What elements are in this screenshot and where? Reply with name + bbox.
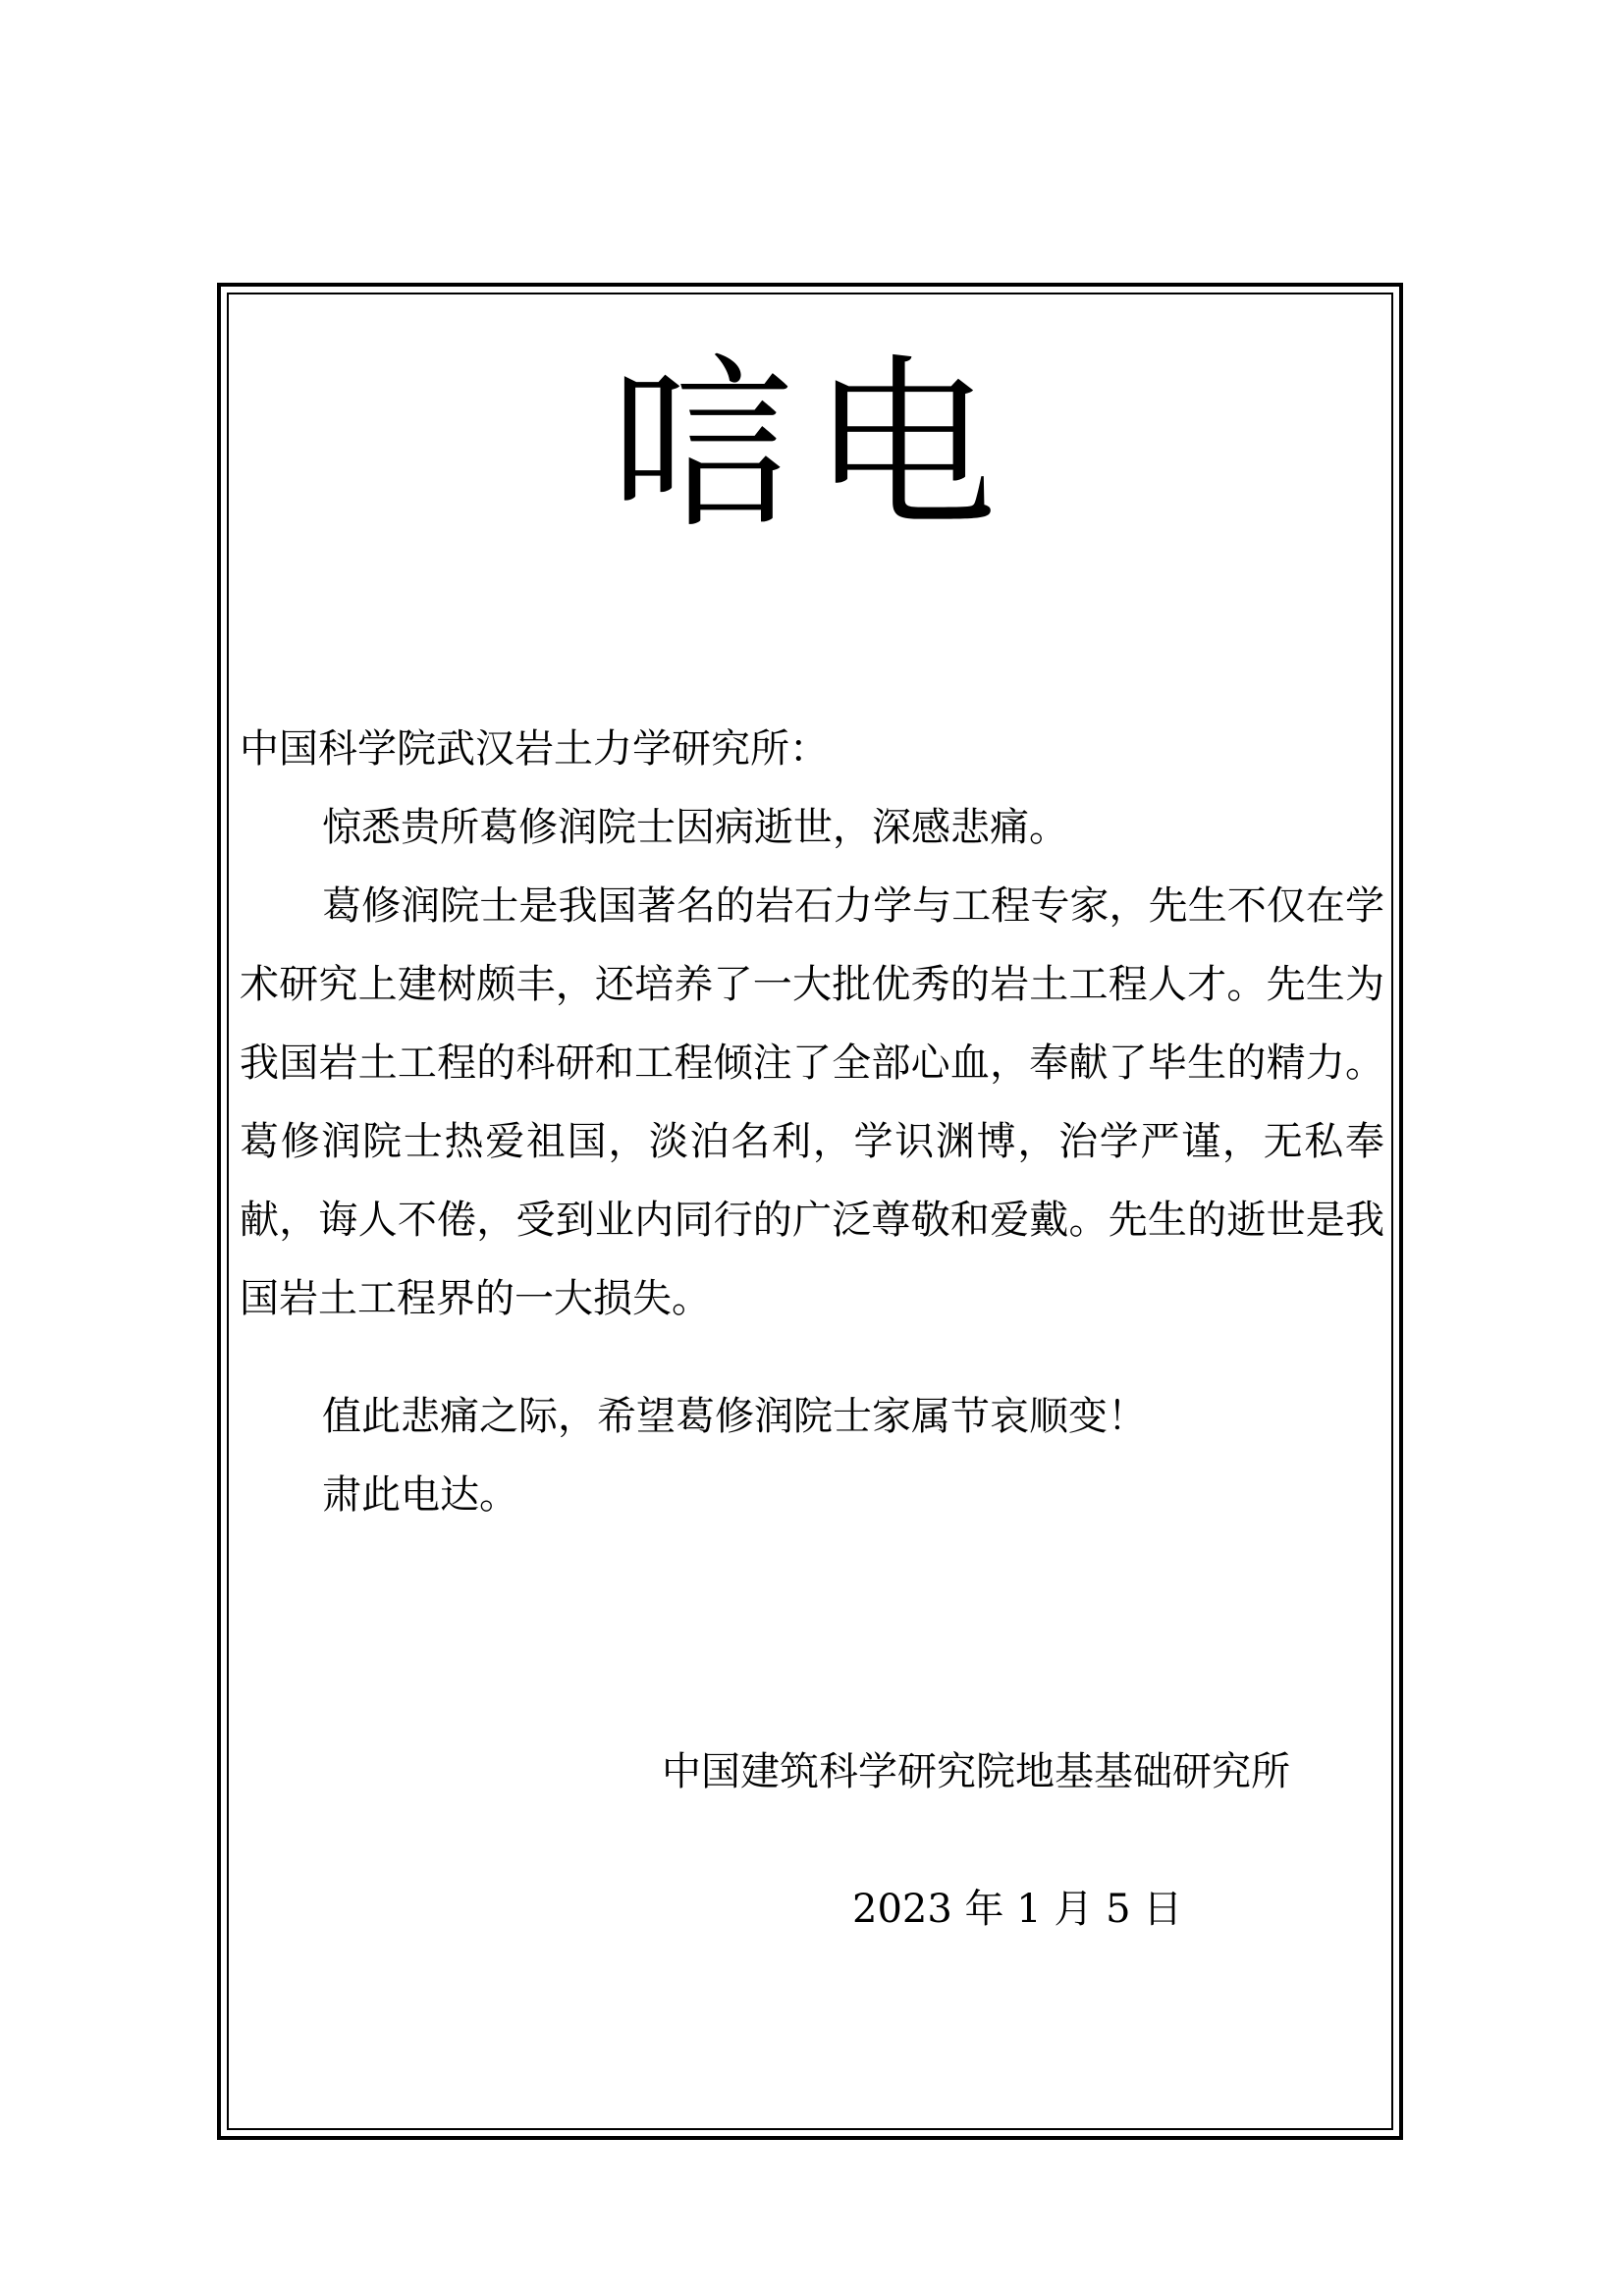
paragraph-tribute: 葛修润院士是我国著名的岩石力学与工程专家，先生不仅在学术研究上建树颇丰，还培养了一大批优秀的岩土工程人才。先生为我国岩土工程的科研和工程倾注了全部心血，奉献了毕生的精力。葛修润院士热爱祖国，淡泊名利，学识渊博，治学严谨，无私奉献，诲人不倦，受到业内同行的广泛尊敬和爱戴。先生的逝世是我国岩土工程界的一大损失。 [240, 883, 1384, 1321]
paragraph-wishes: 值此悲痛之际，希望葛修润院士家属节哀顺变！ [322, 1394, 1147, 1439]
salutation: 中国科学院武汉岩土力学研究所： [240, 726, 829, 772]
signature-organization: 中国建筑科学研究院地基基础研究所 [662, 1749, 1290, 1794]
paragraph-condolence: 惊悉贵所葛修润院士因病逝世，深感悲痛。 [322, 805, 1068, 850]
paragraph-closing: 肃此电达。 [322, 1472, 518, 1518]
document-title: 唁电 [610, 339, 1014, 554]
signature-date: 2023 年 1 月 5 日 [852, 1887, 1183, 1932]
